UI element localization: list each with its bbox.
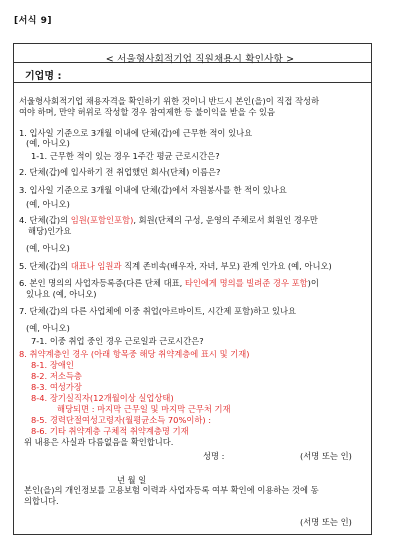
question-4-highlight: 임원(포함인포함)	[70, 215, 134, 225]
question-3-answer: (예, 아니오)	[26, 199, 70, 209]
question-7-1: 7-1. 이중 취업 중인 경우 근로일과 근로시간은?	[31, 336, 204, 346]
question-1-1: 1-1. 근무한 적이 있는 경우 1주간 평균 근로시간은?	[31, 151, 220, 161]
question-2: 2. 단체(갑)에 입사하기 전 취업했던 회사(단체) 이름은?	[19, 167, 221, 177]
date-label: 년 월 일	[117, 475, 147, 485]
confirm-statement: 위 내용은 사실과 다름없음을 확인합니다.	[24, 437, 174, 447]
question-4	[19, 215, 318, 226]
intro-line-1: 서울형사회적기업 채용자격을 확인하기 위한 것이니 반드시 본인(을)이 직접 작성하	[19, 96, 320, 106]
question-5-text: 5. 단체(갑)의	[19, 261, 71, 271]
question-4-line-2: 해당)인가요	[28, 226, 72, 236]
form-label: [서식 9]	[14, 16, 53, 26]
question-6-text-2: )이	[307, 278, 319, 288]
consent-line-1: 본인(을)의 개인정보를 고용보험 이력과 사업자등록 여부 확인에 이용하는 것에 동	[24, 485, 319, 495]
question-6-text: 6. 본인 명의의 사업자등록증(다른 단체 대표,	[19, 278, 185, 288]
question-4-text-2: , 회원(단체의 구성, 운영의 주체로서 회원인 경우만	[133, 215, 318, 225]
question-8-item-4-note: 해당되면 : 마지막 근무일 및 마지막 근무처 기재	[57, 404, 231, 414]
question-8-item-2: 8-2. 저소득층	[31, 371, 82, 381]
signature-label: (서명 또는 인)	[300, 451, 352, 461]
question-5	[19, 261, 332, 272]
company-row	[14, 62, 372, 83]
question-1-answer: (예, 아니오)	[26, 138, 70, 148]
question-5-highlight: 대표나 임원과	[70, 261, 122, 271]
question-8: 8. 취약계층인 경우 (아래 항목중 해당 취약계층에 표시 및 기재)	[19, 349, 250, 359]
question-8-item-4: 8-4. 장기실직자(12개월이상 실업상태)	[31, 393, 174, 403]
question-6-line-2: 있나요 (예, 아니오)	[26, 289, 97, 299]
question-8-item-1: 8-1. 장애인	[31, 360, 74, 370]
question-4-text: 4. 단체(갑)의	[19, 215, 71, 225]
name-label: 성명 :	[203, 451, 225, 461]
question-8-item-6: 8-6. 기타 취약계층 구체적 취약계층명 기재	[31, 426, 189, 436]
question-3: 3. 입사일 기준으로 3개월 이내에 단체(갑)에서 자원봉사를 한 적이 있나요	[19, 185, 287, 195]
consent-line-2: 의합니다.	[24, 496, 59, 506]
question-1: 1. 입사일 기준으로 3개월 이내에 단체(갑)에 근무한 적이 있나요	[19, 128, 253, 138]
form-title: < 서울형사회적기업 직원채용시 확인사항 >	[105, 54, 295, 65]
signature-label-2: (서명 또는 인)	[300, 517, 352, 527]
question-6-highlight: 타인에게 명의를 빌려준 경우 포함	[184, 278, 308, 288]
question-7: 7. 단체(갑)의 다른 사업체에 이중 취업(아르바이트, 시간제 포함)하고 있나요	[19, 306, 297, 316]
question-7-answer: (예, 아니오)	[26, 323, 70, 333]
question-5-text-2: 직계 존비속(배우자, 자녀, 부모) 관계 인가요 (예, 아니오)	[121, 261, 332, 271]
question-6	[19, 278, 319, 289]
question-4-answer: (예, 아니오)	[26, 243, 70, 253]
intro-line-2: 여야 하며, 만약 허위로 작성할 경우 참여제한 등 불이익을 받을 수 있음	[19, 107, 276, 117]
company-label: 기업명 :	[25, 71, 62, 82]
question-8-item-5: 8-5. 경력단절여성고령자(월평균소득 70%이하) :	[31, 415, 212, 425]
question-8-item-3: 8-3. 여성가장	[31, 382, 82, 392]
